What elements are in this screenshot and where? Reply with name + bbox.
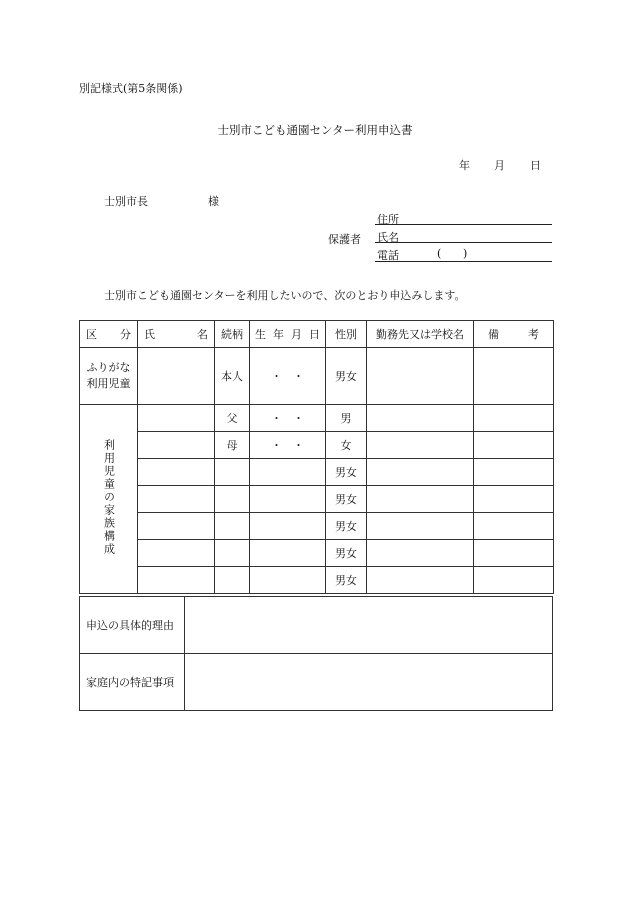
remarks-table: [79, 596, 553, 711]
family-remarks-field[interactable]: [474, 513, 554, 540]
guardian-address-label: 住所: [377, 213, 399, 226]
family-name-field[interactable]: [138, 567, 215, 594]
family-gender-field[interactable]: 男女: [326, 513, 367, 540]
family-remarks-field[interactable]: [474, 459, 554, 486]
phone-paren-close: ): [463, 247, 468, 260]
family-gender-field[interactable]: 男女: [326, 540, 367, 567]
form-title: 士別市こども通園センター利用申込書: [217, 123, 413, 137]
reason-label: 申込の具体的理由: [80, 597, 185, 654]
header-name: 氏 名: [138, 321, 215, 348]
family-remarks-field[interactable]: [474, 567, 554, 594]
header-division: 区 分: [80, 321, 138, 348]
guardian-phone-line[interactable]: [375, 261, 552, 262]
header-row: [80, 321, 554, 348]
phone-paren-open: (: [437, 247, 442, 260]
family-workplace-field[interactable]: [367, 432, 474, 459]
family-workplace-field[interactable]: [367, 567, 474, 594]
family-gender-field[interactable]: 男: [326, 405, 367, 432]
family-gender-field[interactable]: 男女: [326, 567, 367, 594]
family-remarks-field[interactable]: [474, 486, 554, 513]
family-name-field[interactable]: [138, 540, 215, 567]
child-label-cell: [80, 348, 138, 405]
header-birthdate: 生 年 月 日: [250, 321, 326, 348]
family-relation: 父: [215, 405, 250, 432]
family-label-cell: [80, 405, 138, 594]
family-name-field[interactable]: [138, 513, 215, 540]
guardian-label: 保護者: [328, 233, 361, 246]
family-row: [80, 459, 554, 486]
guardian-phone-label: 電話: [377, 249, 399, 262]
guardian-name-line[interactable]: [375, 242, 552, 243]
family-relation-field[interactable]: [215, 540, 250, 567]
guardian-address-line[interactable]: [375, 224, 552, 225]
family-workplace-field[interactable]: [367, 405, 474, 432]
family-relation: 母: [215, 432, 250, 459]
reason-field[interactable]: [185, 597, 553, 654]
child-birthdate-field[interactable]: ・ ・: [250, 348, 326, 405]
family-relation-field[interactable]: [215, 567, 250, 594]
notes-field[interactable]: [185, 654, 553, 711]
reason-row: [80, 597, 553, 654]
header-workplace: 勤務先又は学校名: [367, 321, 474, 348]
child-remarks-field[interactable]: [474, 348, 554, 405]
family-remarks-field[interactable]: [474, 540, 554, 567]
family-row: [80, 513, 554, 540]
family-name-field[interactable]: [138, 459, 215, 486]
notes-row: [80, 654, 553, 711]
family-remarks-field[interactable]: [474, 432, 554, 459]
date-month-label: 月: [494, 159, 505, 172]
family-row: [80, 567, 554, 594]
header-remarks: 備 考: [474, 321, 554, 348]
family-remarks-field[interactable]: [474, 405, 554, 432]
child-workplace-field[interactable]: [367, 348, 474, 405]
family-row: [80, 432, 554, 459]
family-workplace-field[interactable]: [367, 513, 474, 540]
child-row: [80, 348, 554, 405]
addressee: 士別市長: [104, 195, 148, 208]
family-gender-field[interactable]: 男女: [326, 486, 367, 513]
child-name-field[interactable]: [138, 348, 215, 405]
date-year-label: 年: [459, 159, 470, 172]
family-name-field[interactable]: [138, 432, 215, 459]
family-name-field[interactable]: [138, 405, 215, 432]
header-gender: 性別: [326, 321, 367, 348]
family-gender-field[interactable]: 男女: [326, 459, 367, 486]
child-relation: 本人: [215, 348, 250, 405]
family-birthdate-field[interactable]: [250, 513, 326, 540]
child-gender-field[interactable]: 男女: [326, 348, 367, 405]
family-relation-field[interactable]: [215, 486, 250, 513]
child-label: 利用児童: [86, 377, 131, 390]
guardian-name-label: 氏名: [377, 231, 399, 244]
honorific: 様: [208, 195, 219, 208]
furigana-label: ふりがな: [86, 361, 131, 374]
family-birthdate-field[interactable]: ・ ・: [250, 405, 326, 432]
header-relation: 続柄: [215, 321, 250, 348]
family-row: [80, 486, 554, 513]
date-day-label: 日: [530, 159, 541, 172]
family-relation-field[interactable]: [215, 459, 250, 486]
intro-text: 士別市こども通園センターを利用したいので、次のとおり申込みします。: [104, 289, 466, 302]
family-name-field[interactable]: [138, 486, 215, 513]
family-birthdate-field[interactable]: [250, 459, 326, 486]
family-gender-field[interactable]: 女: [326, 432, 367, 459]
family-row: [80, 405, 554, 432]
family-relation-field[interactable]: [215, 513, 250, 540]
notes-label: 家庭内の特記事項: [80, 654, 185, 711]
family-workplace-field[interactable]: [367, 540, 474, 567]
family-row: [80, 540, 554, 567]
family-label: 利用児童の家族構成: [102, 439, 116, 556]
family-workplace-field[interactable]: [367, 486, 474, 513]
form-reference: 別記様式(第5条関係): [79, 82, 183, 95]
family-birthdate-field[interactable]: [250, 540, 326, 567]
family-workplace-field[interactable]: [367, 459, 474, 486]
application-table: [79, 320, 554, 594]
family-birthdate-field[interactable]: [250, 486, 326, 513]
family-birthdate-field[interactable]: [250, 567, 326, 594]
family-birthdate-field[interactable]: ・ ・: [250, 432, 326, 459]
